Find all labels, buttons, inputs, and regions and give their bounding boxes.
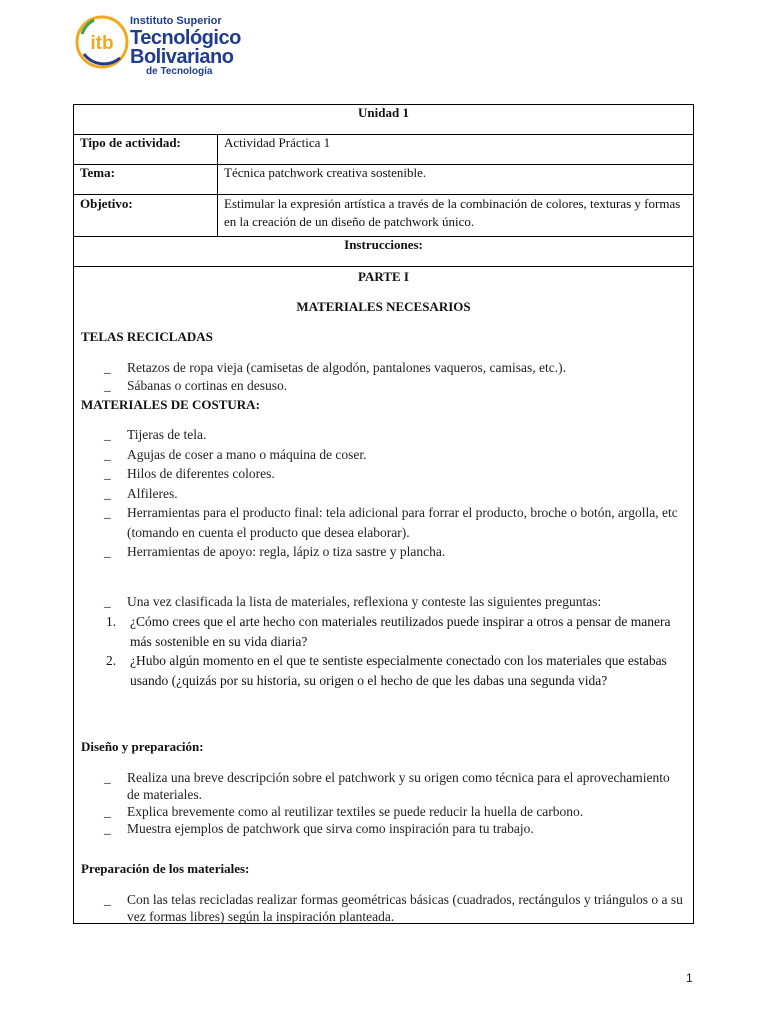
list-item: _ Sábanas o cortinas en desuso. — [104, 378, 288, 393]
topic-value: Técnica patchwork creativa sostenible. — [218, 165, 694, 195]
list-item: _ Herramientas de apoyo: regla, lápiz o tiza sastre y plancha. — [104, 544, 446, 559]
objective-label: Objetivo: — [74, 195, 218, 237]
question-item: 1. ¿Cómo crees que el arte hecho con materiales reutilizados puede inspirar a otros a pensar de manera más sostenible en su vida diaria? — [106, 614, 671, 649]
logo-line1: Instituto Superior — [130, 15, 222, 27]
activity-type-value: Actividad Práctica 1 — [218, 135, 694, 165]
sewing-materials-heading: MATERIALES DE COSTURA: — [81, 397, 260, 412]
logo-line2: Tecnológico — [130, 27, 241, 49]
logo-wordmark — [130, 16, 241, 77]
list-item: _ Tijeras de tela. — [104, 427, 207, 442]
activity-type-label: Tipo de actividad: — [74, 135, 218, 165]
list-item: _ Herramientas para el producto final: tela adicional para forrar el producto, broche o botón, argolla, etc (tomando en cuenta el producto que desea elaborar). — [104, 505, 678, 540]
part-heading: PARTE I — [358, 269, 409, 284]
list-item: _ Realiza una breve descripción sobre el patchwork y su origen como técnica para el aprovechamiento de materiales. — [104, 770, 670, 802]
list-item: _ Hilos de diferentes colores. — [104, 466, 275, 481]
reflection-prompt: _ Una vez clasificada la lista de materiales, reflexiona y conteste las siguientes preguntas: — [104, 594, 602, 609]
materials-prep-heading: Preparación de los materiales: — [81, 861, 250, 876]
topic-label: Tema: — [74, 165, 218, 195]
question-item: 2. ¿Hubo algún momento en el que te sentiste especialmente conectado con los materiales que estabas usando (¿quizás por su historia, su origen o el hecho de que les dabas una segunda vida? — [106, 653, 667, 688]
activity-table — [73, 104, 694, 924]
instructions-heading: Instrucciones: — [74, 237, 694, 267]
list-item: _ Explica brevemente como al reutilizar textiles se puede reducir la huella de carbono. — [104, 804, 584, 819]
logo-line4: de Tecnología — [146, 66, 213, 77]
instructions-body — [74, 267, 694, 924]
logo-mark-text: itb — [90, 33, 114, 54]
list-item: _ Alfileres. — [104, 486, 178, 501]
list-item: _ Agujas de coser a mano o máquina de coser. — [104, 447, 367, 462]
list-item: _ Retazos de ropa vieja (camisetas de algodón, pantalones vaqueros, camisas, etc.). — [104, 360, 566, 375]
materials-heading: MATERIALES NECESARIOS — [296, 299, 471, 314]
recycled-fabrics-heading: TELAS RECICLADAS — [81, 329, 213, 344]
itb-logo-mark — [74, 14, 134, 70]
objective-value: Estimular la expresión artística a través de la combinación de colores, texturas y formas en la creación de un diseño de patchwork único. — [218, 195, 694, 237]
list-item: _ Muestra ejemplos de patchwork que sirva como inspiración para tu trabajo. — [104, 821, 534, 836]
logo-line3: Bolivariano — [130, 46, 234, 68]
design-heading: Diseño y preparación: — [81, 739, 204, 754]
unit-title: Unidad 1 — [74, 105, 694, 135]
list-item: _ Con las telas recicladas realizar formas geométricas básicas (cuadrados, rectángulos y triángulos o a su vez formas libres) según la inspiración planteada. — [104, 892, 683, 924]
page-number: 1 — [686, 971, 693, 985]
